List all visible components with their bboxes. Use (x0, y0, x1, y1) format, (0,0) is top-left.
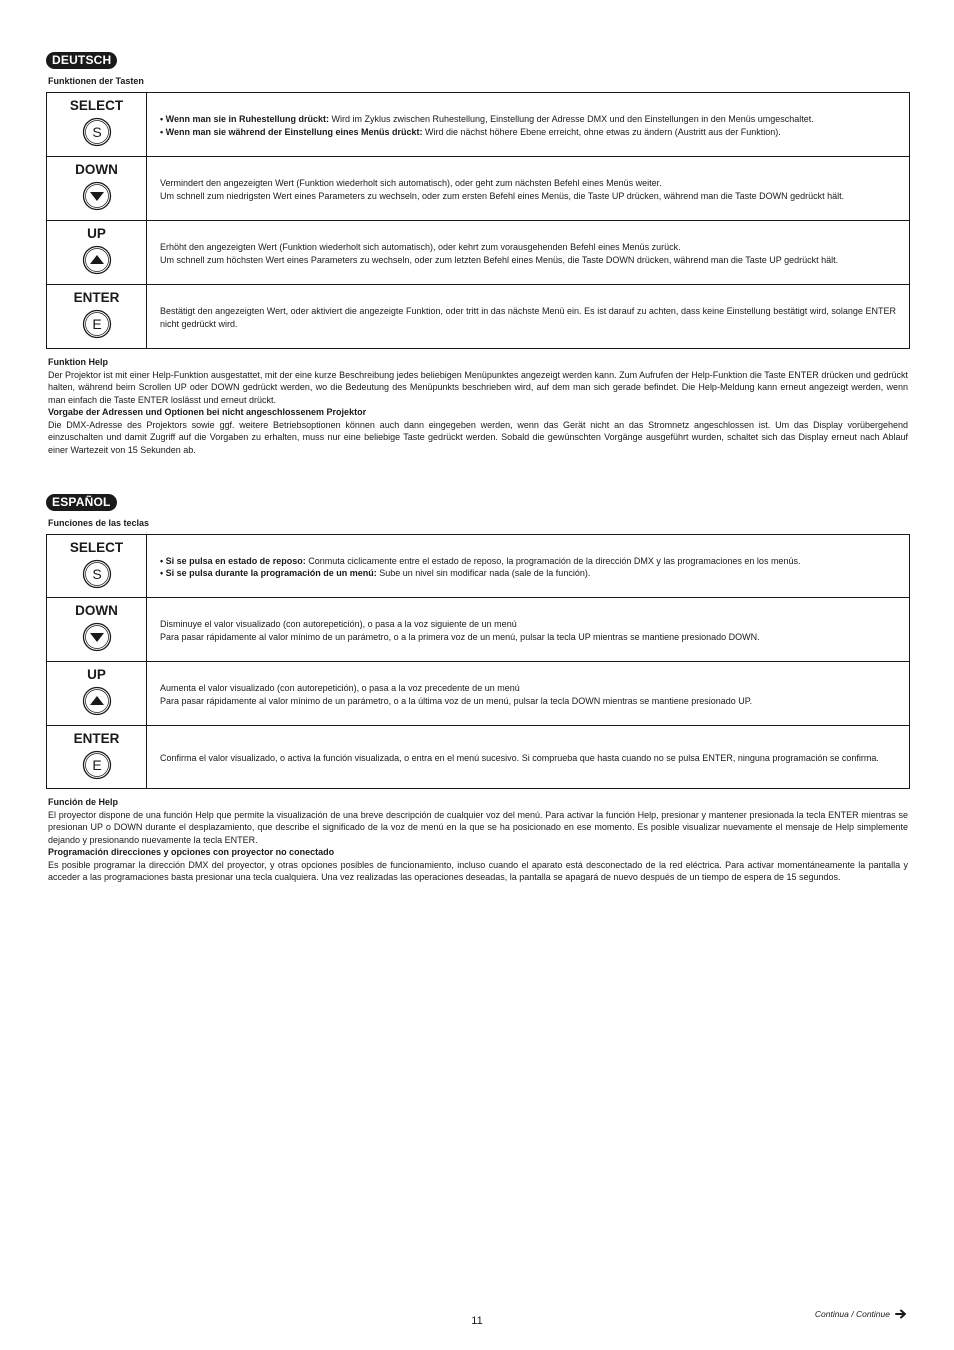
key-name: DOWN (75, 603, 118, 618)
key-cell (47, 285, 147, 349)
key-description: Erhöht den angezeigten Wert (Funktion wiederholt sich automatisch), oder kehrt zum vorausgehenden Befehl eines Menüs zurück. Um schnell zum höchsten Wert eines Parameters zu wechseln, oder zum letzten Befehl eines Menüs, die Taste DOWN drücken, während man die Taste UP gedrückt hält. (147, 221, 910, 285)
up-arrow-key-icon (82, 245, 112, 275)
language-badge: DEUTSCH (46, 52, 117, 69)
section-subtitle: Funktionen der Tasten (48, 76, 144, 86)
continue-link (815, 1309, 907, 1319)
down-arrow-key-icon (82, 181, 112, 211)
key-description: • Wenn man sie in Ruhestellung drückt: Wird im Zyklus zwischen Ruhestellung, Einstellung der Adresse DMX und den Einstellungen in den Menüs umgeschaltet. • Wenn man sie während der Einstellung eines Menüs drückt: Wird die nächst höhere Ebene erreicht, ohne etwas zu ändern (Austritt aus der Funktion). (147, 93, 910, 157)
key-cell (47, 726, 147, 789)
key-row-down (47, 598, 910, 662)
preset-paragraph: Es posible programar la dirección DMX del proyector, y otras opciones posibles de funcionamiento, incluso cuando el aparato está desconectado de la red eléctrica. Para activar momentáneamente la pantalla y acceder a las programaciones basta presionar una tecla cualquiera. Una vez realizadas las operaciones deseadas, la pantalla se apagará de nuevo después de un tiempo de espera de 15 segundos. (48, 859, 908, 882)
key-cell (47, 157, 147, 221)
notes-block (46, 356, 910, 456)
preset-heading: Vorgabe der Adressen und Optionen bei nicht angeschlossenem Projektor (48, 407, 367, 417)
key-cell (47, 93, 147, 157)
preset-paragraph: Die DMX-Adresse des Projektors sowie ggf. weitere Betriebsoptionen können auch dann eingegeben werden, wenn das Gerät nicht an das Stromnetz angeschlossen ist. Um das Display vorübergehend einzuschalten und damit Zugriff auf die Vorgaben zu erhalten, muss nur eine beliebige Taste gedrückt werden. Sobald die gewünschten Vorgänge ausgeführt wurden, schaltet sich das Display erneut nach Ablauf einer Wartezeit von 15 Sekunden ab. (48, 419, 908, 455)
enter-key-icon (82, 309, 112, 339)
key-row-down (47, 157, 910, 221)
down-arrow-key-icon (82, 622, 112, 652)
key-name: ENTER (73, 290, 120, 305)
language-badge: ESPAÑOL (46, 494, 117, 511)
key-description: • Si se pulsa en estado de reposo: Conmuta ciclicamente entre el estado de reposo, la programación de la dirección DMX y las programaciones en los menús. • Si se pulsa durante la programación de un menú: Sube un nivel sin modificar nada (sale de la función). (147, 535, 910, 598)
key-description: Aumenta el valor visualizado (con autorepetición), o pasa a la voz precedente de un menú Para pasar rápidamente al valor mínimo de un parámetro, o a la última voz de un menú, pulsar la tecla DOWN mientras se mantiene presionado UP. (147, 662, 910, 726)
key-row-up (47, 662, 910, 726)
key-name: UP (87, 226, 106, 241)
keys-table (46, 534, 910, 789)
help-paragraph: El proyector dispone de una función Help que permite la visualización de una breve descripción de cualquier voz del menú. Para activar la función Help, presionar y mantener presionada la tecla ENTER mientras se presionan UP o DOWN durante el desplazamiento, que describe el significado de la voz de menú en la que se ha posicionado en ese momento. Es posible visualizar nuevamente el mensaje de Help simplemente dejando y presionando nuevamente la tecla ENTER. (48, 809, 908, 845)
section-deutsch (46, 51, 910, 456)
select-key-letter: S (91, 566, 102, 582)
key-cell (47, 598, 147, 662)
page-number: 11 (471, 1315, 483, 1327)
arrow-right-icon (895, 1309, 907, 1319)
notes-block (46, 796, 910, 884)
enter-key-letter: E (91, 757, 102, 773)
key-row-select (47, 535, 910, 598)
key-row-enter (47, 726, 910, 789)
key-row-up (47, 221, 910, 285)
preset-heading: Programación direcciones y opciones con proyector no conectado (48, 847, 335, 857)
key-name: SELECT (69, 540, 124, 555)
help-heading: Funktion Help (48, 357, 108, 367)
select-key-icon (82, 559, 112, 589)
help-paragraph: Der Projektor ist mit einer Help-Funktion ausgestattet, mit der eine kurze Beschreibung jedes beliebigen Menüpunktes angezeigt werden kann. Zum Aufrufen der Help-Funktion die Taste ENTER drücken und gedrückt halten, während beim Scrollen UP oder DOWN gedrückt werden, wo die Bedeutung des Menüpunkts beschrieben wird, auf dem man sich gerade befindet. Die Help-Meldung kann erneut angezeigt werden, wenn man einfach die Taste ENTER loslässt und erneut drückt. (48, 369, 908, 405)
key-row-enter (47, 285, 910, 349)
keys-table (46, 92, 910, 349)
key-cell (47, 662, 147, 726)
key-name: UP (87, 667, 106, 682)
key-description: Disminuye el valor visualizado (con autorepetición), o pasa a la voz siguiente de un menú Para pasar rápidamente al valor mínimo de un parámetro, o a la primera voz de un menú, pulsar la tecla UP mientras se mantiene presionado DOWN. (147, 598, 910, 662)
key-name: DOWN (75, 162, 118, 177)
continue-label: Continua / Continue (814, 1309, 890, 1319)
section-espanol (46, 493, 910, 884)
enter-key-letter: E (91, 316, 102, 332)
key-row-select (47, 93, 910, 157)
enter-key-icon (82, 750, 112, 780)
key-description: Bestätigt den angezeigten Wert, oder aktiviert die angezeigte Funktion, oder tritt in das nächste Menü ein. Es ist darauf zu achten, dass keine Einstellung bestätigt wird, solange ENTER nicht gedrückt wird. (147, 285, 910, 349)
select-key-letter: S (91, 124, 102, 140)
select-key-icon (82, 117, 112, 147)
key-description: Confirma el valor visualizado, o activa la función visualizada, o entra en el menú sucesivo. Si comprueba que hasta cuando no se pulsa ENTER, ninguna programación se confirma. (147, 726, 910, 789)
key-cell (47, 221, 147, 285)
section-subtitle: Funciones de las teclas (48, 518, 150, 528)
key-name: SELECT (69, 98, 124, 113)
key-name: ENTER (73, 731, 120, 746)
up-arrow-key-icon (82, 686, 112, 716)
key-description: Vermindert den angezeigten Wert (Funktion wiederholt sich automatisch), oder geht zum nächsten Befehl eines Menüs weiter. Um schnell zum niedrigsten Wert eines Parameters zu wechseln, oder zum ersten Befehl eines Menüs, die Taste UP drücken, während man die Taste DOWN gedrückt hält. (147, 157, 910, 221)
key-cell (47, 535, 147, 598)
help-heading: Función de Help (48, 797, 119, 807)
